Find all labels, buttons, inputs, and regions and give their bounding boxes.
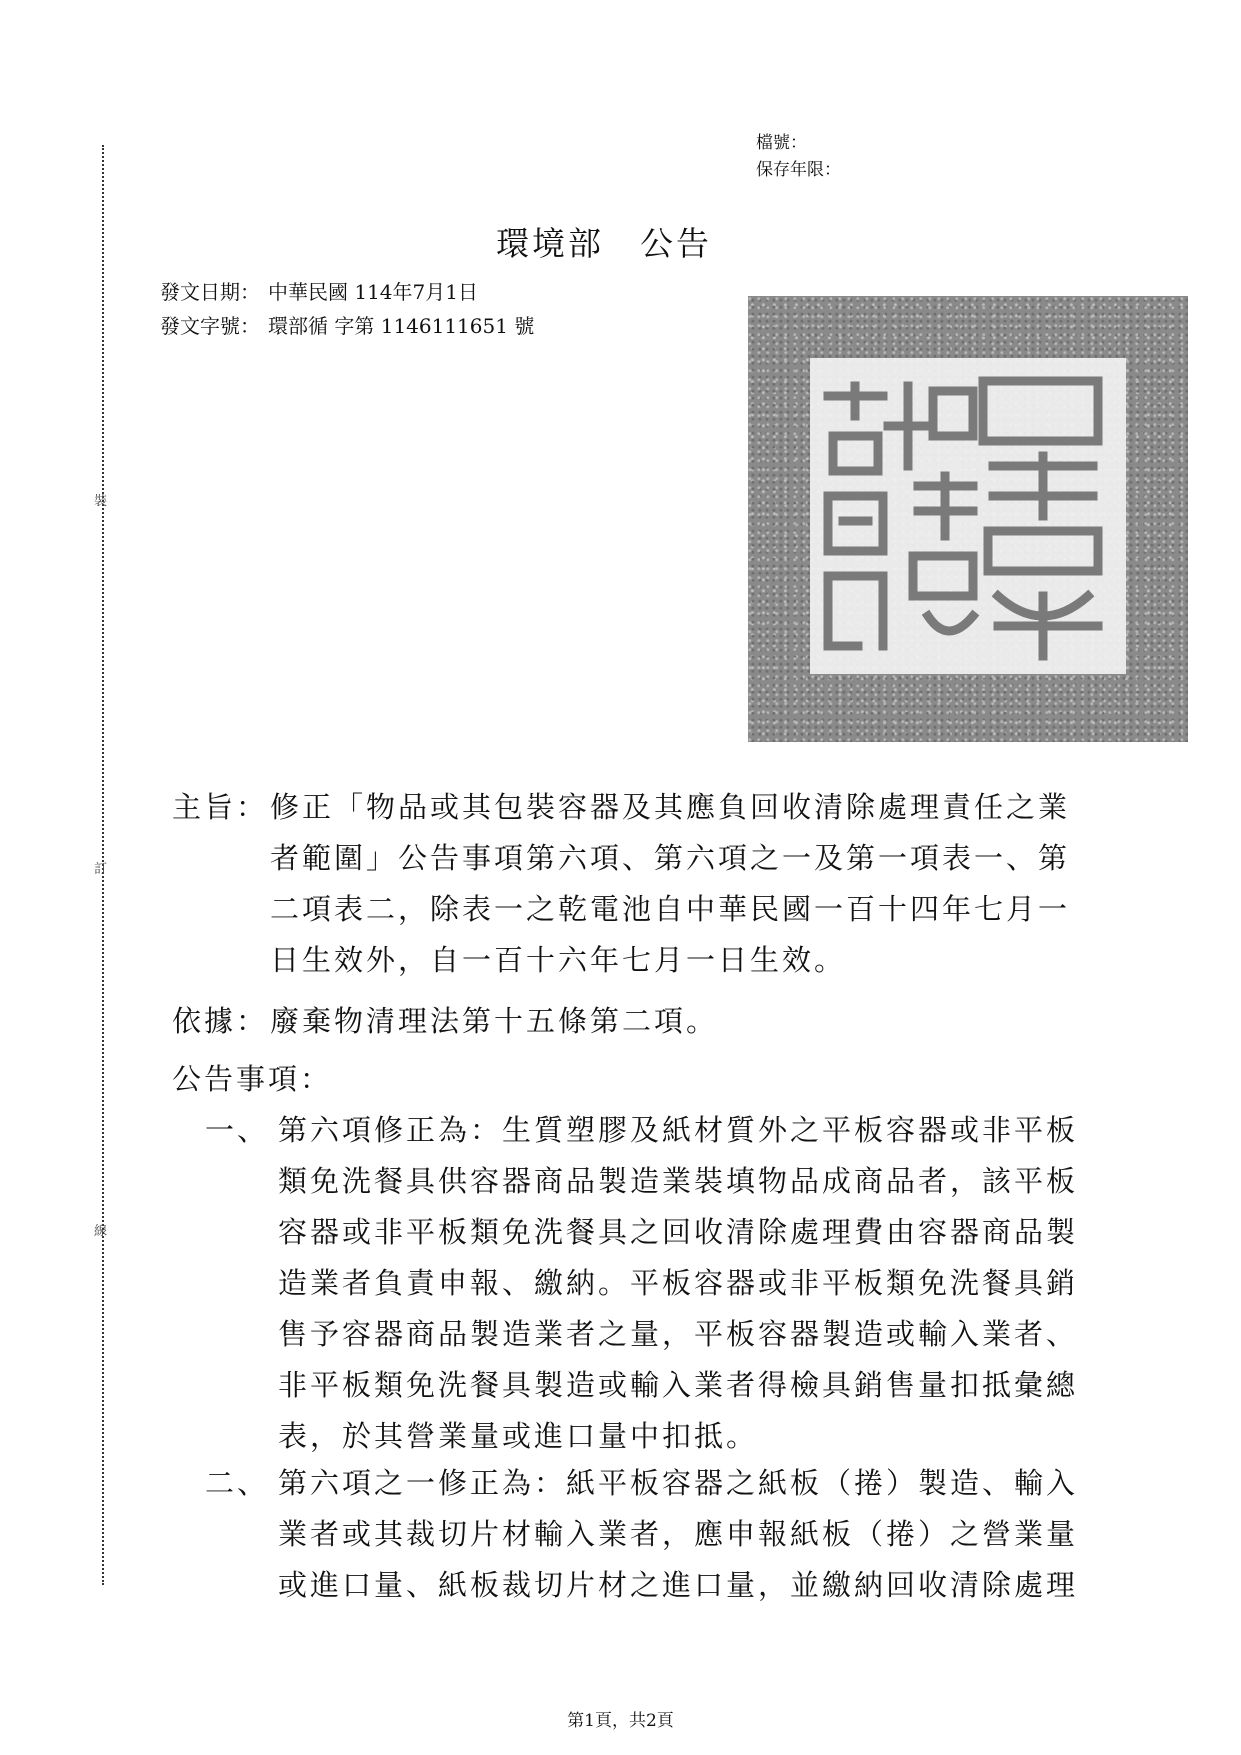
item-text: 第六項之一修正為：紙平板容器之紙板（捲）製造、輸入業者或其裁切片材輸入業者，應申報紙板（捲）之營業量或進口量、紙板裁切片材之進口量，並繳納回收清除處理 [278,1466,1079,1602]
item-number: 一、 [205,1113,270,1147]
item-text: 第六項修正為：生質塑膠及紙材質外之平板容器或非平板類免洗餐具供容器商品製造業裝填物品成商品者，該平板容器或非平板類免洗餐具之回收清除處理費由容器商品製造業者負責申報、繳納。平板容器或非平板類免洗餐具銷售予容器商品製造業者之量，平板容器製造或輸入業者、非平板類免洗餐具製造或輸入業者得檢具銷售量扣抵彙總表，於其營業量或進口量中扣抵。 [278,1113,1079,1453]
file-number-label: 檔號： [756,133,807,153]
seal-script-graphic [748,296,1188,742]
announcement-items-heading: 公告事項： [172,1062,333,1096]
page-number: 第1頁，共2頁 [567,1711,674,1731]
subject-label: 主旨： [172,790,269,824]
binding-mark-middle: 訂 [94,862,108,877]
issue-info [160,275,542,343]
binding-mark-bottom: 線 [94,1224,108,1239]
issue-date-value: 中華民國 114年7月1日 [268,280,478,304]
issue-number-label: 發文字號： [160,314,260,338]
retention-label: 保存年限： [756,160,841,180]
basis-text: 廢棄物清理法第十五條第二項。 [270,1004,719,1038]
issue-number-value: 環部循 字第 1146111651 號 [268,314,535,338]
binding-mark-top: 裝 [94,494,108,509]
item-number: 二、 [205,1466,270,1500]
file-meta [756,130,841,184]
document-title: 環境部 公告 [496,224,712,263]
subject-text: 修正「物品或其包裝容器及其應負回收清除處理責任之業者範圍」公告事項第六項、第六項之一及第一項表一、第二項表二，除表一之乾電池自中華民國一百十四年七月一日生效外，自一百十六年七月一日生效。 [270,790,1071,977]
issue-date-label: 發文日期： [160,280,260,304]
basis-label: 依據： [172,1004,269,1038]
official-seal [748,296,1188,742]
